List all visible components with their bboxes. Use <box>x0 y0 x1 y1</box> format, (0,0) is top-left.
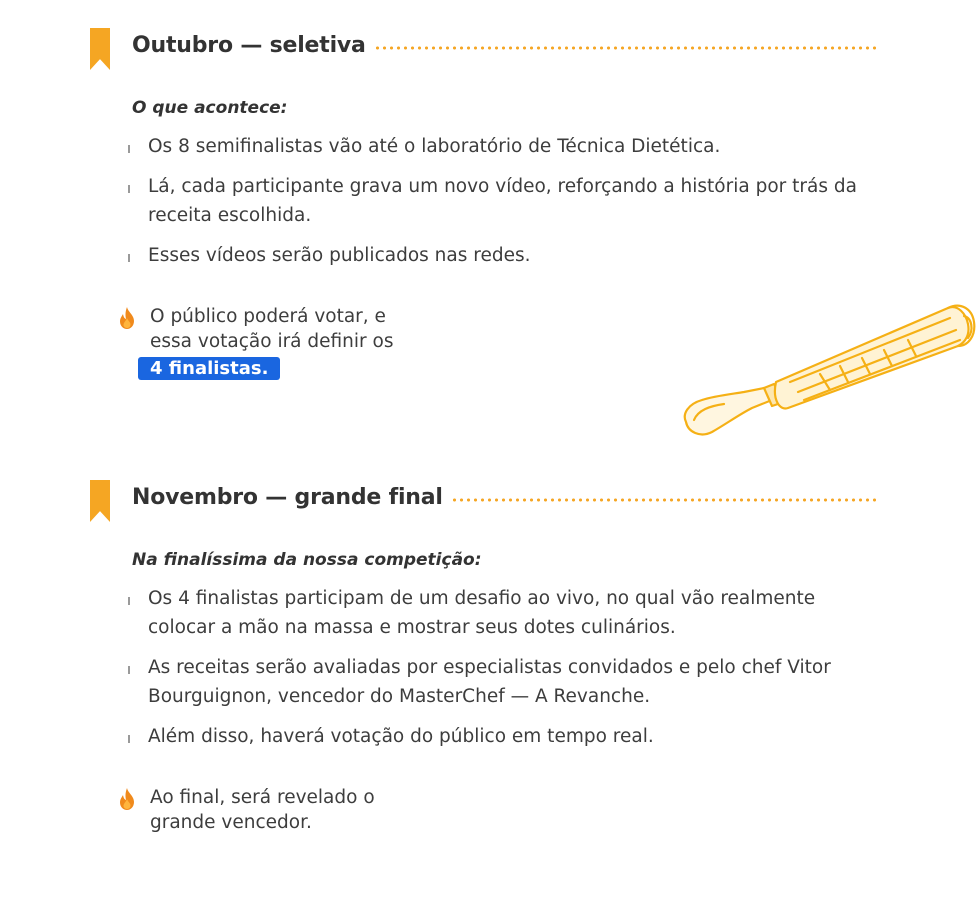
bookmark-icon <box>90 480 110 522</box>
flame-icon <box>118 788 136 810</box>
bullet-list <box>122 584 882 751</box>
callout <box>118 785 880 835</box>
section-title: Outubro — seletiva <box>132 33 366 58</box>
section-novembro <box>90 480 880 835</box>
section-heading <box>132 33 880 58</box>
section-heading-row <box>90 480 880 524</box>
callout-text <box>150 304 450 381</box>
list-item: As receitas serão avaliadas por especialistas convidados e pelo chef Vitor Bourguignon, vencedor do MasterChef — A Revanche. <box>122 653 882 711</box>
callout-text <box>150 785 450 835</box>
callout-line: grande vencedor. <box>150 812 312 833</box>
callout-line: essa votação irá definir os <box>150 331 394 352</box>
section-heading-row <box>90 28 880 72</box>
callout-line: Ao final, será revelado o <box>150 787 375 808</box>
list-item: Esses vídeos serão publicados nas redes. <box>122 241 882 270</box>
section-subheading: O que acontece: <box>132 98 288 118</box>
list-item: Lá, cada participante grava um novo vídeo, reforçando a história por trás da receita escolhida. <box>122 172 882 230</box>
callout-line: O público poderá votar, e <box>150 306 386 327</box>
dotted-leader <box>451 498 880 502</box>
list-item: Os 8 semifinalistas vão até o laboratório de Técnica Dietética. <box>122 132 882 161</box>
rolling-pin-illustration <box>680 296 976 442</box>
section-heading <box>132 485 880 510</box>
list-item: Além disso, haverá votação do público em tempo real. <box>122 722 882 751</box>
bullet-list <box>122 132 882 270</box>
section-title: Novembro — grande final <box>132 485 443 510</box>
section-subheading: Na finalíssima da nossa competição: <box>132 550 482 570</box>
bookmark-icon <box>90 28 110 70</box>
dotted-leader <box>374 46 880 50</box>
flame-icon <box>118 307 136 329</box>
highlight-badge: 4 finalistas. <box>138 357 280 380</box>
list-item: Os 4 finalistas participam de um desafio ao vivo, no qual vão realmente colocar a mão na massa e mostrar seus dotes culinários. <box>122 584 882 642</box>
